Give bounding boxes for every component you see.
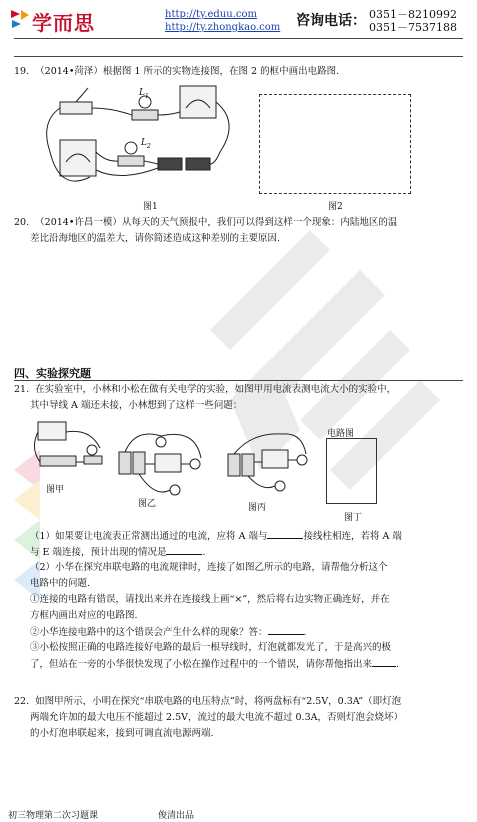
hotline-label: 咨询电话： (296, 13, 366, 29)
header-links (165, 8, 280, 34)
q20-line-2: 差比沿海地区的温差大，请你简述造成这种差别的主要原因. (30, 233, 281, 244)
q22-line-2: 两端允许加的最大电压不能超过 2.5V，流过的最大电流不超过 0.3A，否则灯泡会烧坏） (30, 712, 403, 723)
phone-1: 0351－8210992 (369, 8, 457, 21)
q19-fig1-caption: 图1 (143, 202, 158, 212)
phone-numbers (369, 8, 457, 34)
link-zhongkao[interactable]: http://ty.zhongkao.com (165, 22, 281, 33)
phone-2: 0351－7537188 (369, 21, 457, 34)
answer-blank[interactable] (166, 544, 202, 555)
q22-line-1: 22. 如图甲所示，小明在探究“串联电路的电压特点”时，将两盘标有“2.5V，0.3A”（即灯泡 (14, 696, 402, 707)
answer-blank[interactable] (268, 624, 304, 635)
link-eduu[interactable]: http://ty.eduu.com (165, 9, 257, 20)
section-4-heading: 四、实验探究题 (14, 367, 91, 380)
q21-part-1-line-1: （1）如果要让电流表正常测出通过的电流，应将 A 端与 接线柱相连，若将 A 端 (30, 528, 402, 544)
q21-part-3-line-1: ①连接的电路有错误，请找出来并在连接线上画“×”，然后将右边实物正确连好，并在 (30, 594, 390, 605)
logo-text: 学而思 (32, 11, 95, 35)
q21-fig-b-caption: 图乙 (138, 499, 157, 509)
q22-line-3: 的小灯泡串联起来，接到可调直流电源两端. (30, 728, 214, 739)
q21-fig-d-caption: 图丁 (344, 513, 363, 523)
q21-part-3-line-2: 方框内画出对应的电路图. (30, 610, 138, 621)
q19-text: 19. （2014•菏泽）根据图 1 所示的实物连接图，在图 2 的框中画出电路图. (14, 66, 340, 77)
q21-figure-a (30, 418, 110, 478)
footer-course: 初三物理第二次习题课 (8, 811, 99, 821)
q19-fig2-caption: 图2 (328, 202, 343, 212)
q21-answer-box[interactable] (326, 438, 377, 504)
q21-part-5-line-1: ③小松按照正确的电路连接好电路的最后一根导线时，灯泡就都发光了，于是高兴的极 (30, 642, 392, 653)
q21-figure-b (115, 424, 210, 499)
q21-part-1-line-2: 与 E 端连接，预计出现的情况是 . (30, 544, 206, 560)
logo-icon (9, 8, 31, 30)
q21-fig-d-title: 电路图 (327, 429, 355, 439)
answer-blank[interactable] (372, 656, 396, 667)
q21-figure-c (222, 426, 317, 496)
q19-label-l1: $L_1$ (139, 88, 149, 100)
q21-line-2: 其中导线 A 端还未接，小林想到了这样一些问题： (30, 400, 243, 411)
answer-blank[interactable] (267, 528, 303, 539)
header-divider (14, 38, 463, 39)
q21-line-1: 21. 在实验室中，小林和小松在做有关电学的实验，如图甲用电流表测电流大小的实验中， (14, 384, 397, 395)
section-divider (14, 380, 463, 381)
q19-answer-box[interactable] (259, 94, 411, 194)
q21-part-2-line-1: （2）小华在探究串联电路的电流规律时，连接了如图乙所示的电路，请帮他分析这个 (30, 562, 388, 573)
q21-part-5-line-2: 了，但站在一旁的小华很快发现了小松在操作过程中的一个错误，请你帮他指出来 . (30, 656, 399, 672)
q21-part-2-line-2: 电路中的问题. (30, 578, 91, 589)
q21-fig-a-caption: 图甲 (46, 485, 65, 495)
q19-label-l2: $L_2$ (141, 138, 151, 150)
header-divider-2 (14, 56, 463, 57)
footer-publisher: 俊清出品 (158, 811, 195, 821)
q20-line-1: 20. （2014•许昌一模）从每天的天气预报中，我们可以得到这样一个现象：内陆地区的温 (14, 217, 398, 228)
q21-part-4: ②小华连接电路中的这个错误会产生什么样的现象？答： . (30, 624, 307, 640)
q21-fig-c-caption: 图丙 (248, 503, 267, 513)
